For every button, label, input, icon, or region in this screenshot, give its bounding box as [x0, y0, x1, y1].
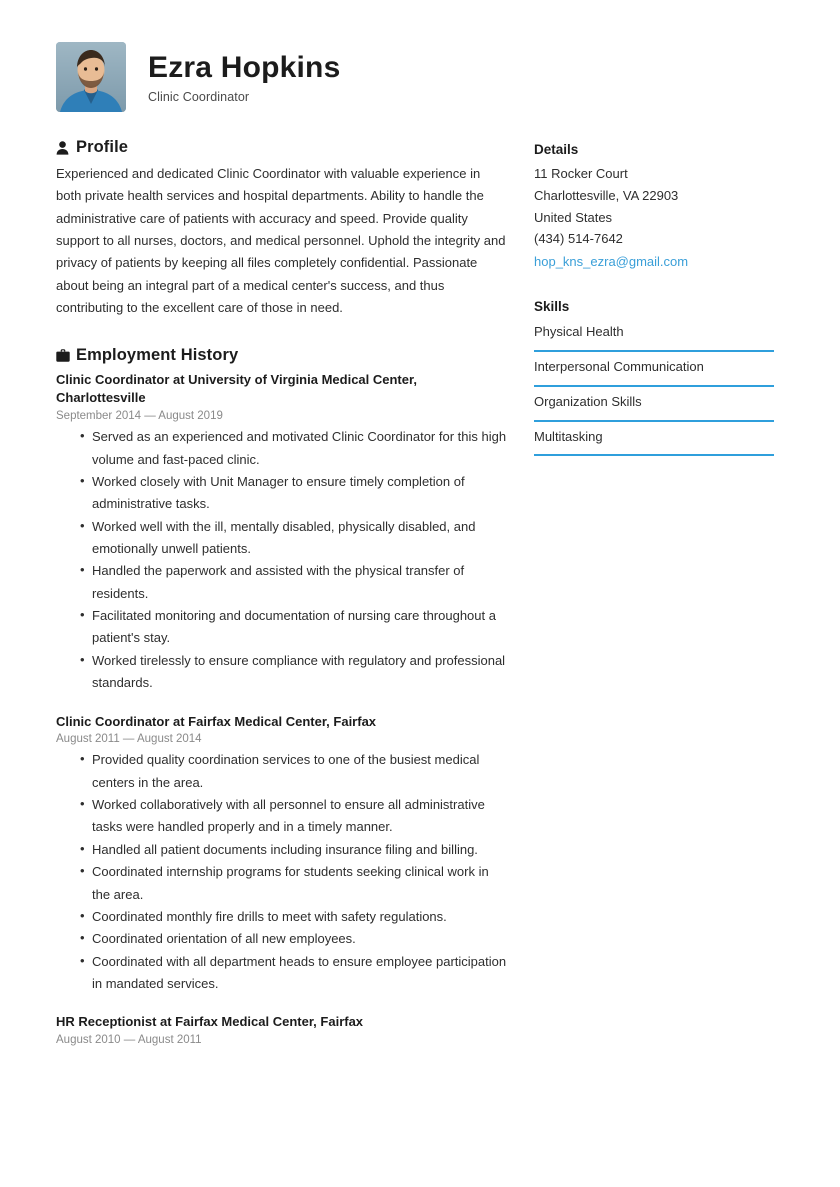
- employment-entry-heading: HR Receptionist at Fairfax Medical Center, Fairfax: [56, 1014, 364, 1030]
- employment-entry: [56, 713, 508, 996]
- resume-header: [56, 42, 784, 112]
- detail-phone: (434) 514-7642: [534, 231, 623, 247]
- employment-section-title: Employment History: [76, 345, 239, 364]
- list-item: • Handled the paperwork and assisted with the physical transfer of residents.: [80, 560, 508, 605]
- employment-entry-bullets: [56, 426, 508, 694]
- employment-entry: [56, 371, 508, 695]
- detail-country: United States: [534, 209, 613, 225]
- detail-address-line2: Charlottesville, VA 22903: [534, 187, 679, 203]
- content-columns: [56, 138, 784, 1064]
- list-item: • Worked tirelessly to ensure compliance with regulatory and professional standards.: [80, 650, 508, 695]
- employment-entry-dates: August 2010 — August 2011: [56, 1034, 202, 1047]
- header-text: [148, 51, 340, 104]
- avatar: [56, 42, 126, 112]
- list-item: • Worked collaboratively with all personnel to ensure all administrative tasks were handled properly and in a timely manner.: [80, 794, 508, 839]
- list-item: • Coordinated with all department heads to ensure employee participation in mandated services.: [80, 951, 508, 996]
- list-item: • Worked closely with Unit Manager to ensure timely completion of administrative tasks.: [80, 471, 508, 516]
- candidate-name: Ezra Hopkins: [148, 50, 341, 84]
- skill-item: Multitasking: [534, 422, 774, 457]
- employment-entry-dates: September 2014 — August 2019: [56, 410, 223, 423]
- skill-item: Organization Skills: [534, 387, 774, 422]
- profile-section-title: Profile: [76, 138, 129, 156]
- main-column: [56, 138, 534, 1064]
- list-item: • Coordinated internship programs for students seeking clinical work in the area.: [80, 861, 508, 906]
- person-icon: [56, 141, 76, 155]
- sidebar-column: [534, 138, 774, 456]
- list-item: • Worked well with the ill, mentally disabled, physically disabled, and emotionally unwell patients.: [80, 516, 508, 561]
- list-item: • Served as an experienced and motivated Clinic Coordinator for this high volume and fast-paced clinic.: [80, 426, 508, 471]
- list-item: • Provided quality coordination services to one of the busiest medical centers in the area.: [80, 749, 508, 794]
- detail-email-link[interactable]: hop_kns_ezra@gmail.com: [534, 254, 689, 270]
- list-item: • Coordinated orientation of all new employees.: [80, 928, 508, 950]
- candidate-job-title: Clinic Coordinator: [148, 89, 250, 104]
- skills-section: [534, 299, 774, 456]
- skills-title: Skills: [534, 299, 570, 315]
- list-item: • Handled all patient documents including insurance filing and billing.: [80, 839, 508, 861]
- profile-section-header: [56, 138, 508, 157]
- skill-item: Interpersonal Communication: [534, 352, 774, 387]
- list-item: • Facilitated monitoring and documentation of nursing care throughout a patient's stay.: [80, 605, 508, 650]
- list-item: • Coordinated monthly fire drills to meet with safety regulations.: [80, 906, 508, 928]
- employment-entry-heading: Clinic Coordinator at Fairfax Medical Center, Fairfax: [56, 713, 377, 729]
- details-title: Details: [534, 142, 579, 157]
- detail-address-line1: 11 Rocker Court: [534, 166, 628, 181]
- employment-entry-heading: Clinic Coordinator at University of Virginia Medical Center, Charlottesville: [56, 371, 417, 406]
- employment-entry-bullets: [56, 749, 508, 995]
- profile-text: Experienced and dedicated Clinic Coordinator with valuable experience in both private health services and hospital departments. Ability to handle the administrative care of patients with accuracy and speed. Provide quality support to all nurses, doctors, and medical personnel. Uphold the integrity and privacy of patients by keeping all files completely confidential. Passionate about being an integral part of a medical center's success, and thus contributing to the excellent care of those in need.: [56, 166, 506, 316]
- employment-entry-dates: August 2011 — August 2014: [56, 733, 202, 746]
- employment-entry: [56, 1013, 508, 1046]
- employment-section-header: [56, 346, 508, 365]
- briefcase-icon: [56, 349, 76, 362]
- skill-item: Physical Health: [534, 320, 774, 352]
